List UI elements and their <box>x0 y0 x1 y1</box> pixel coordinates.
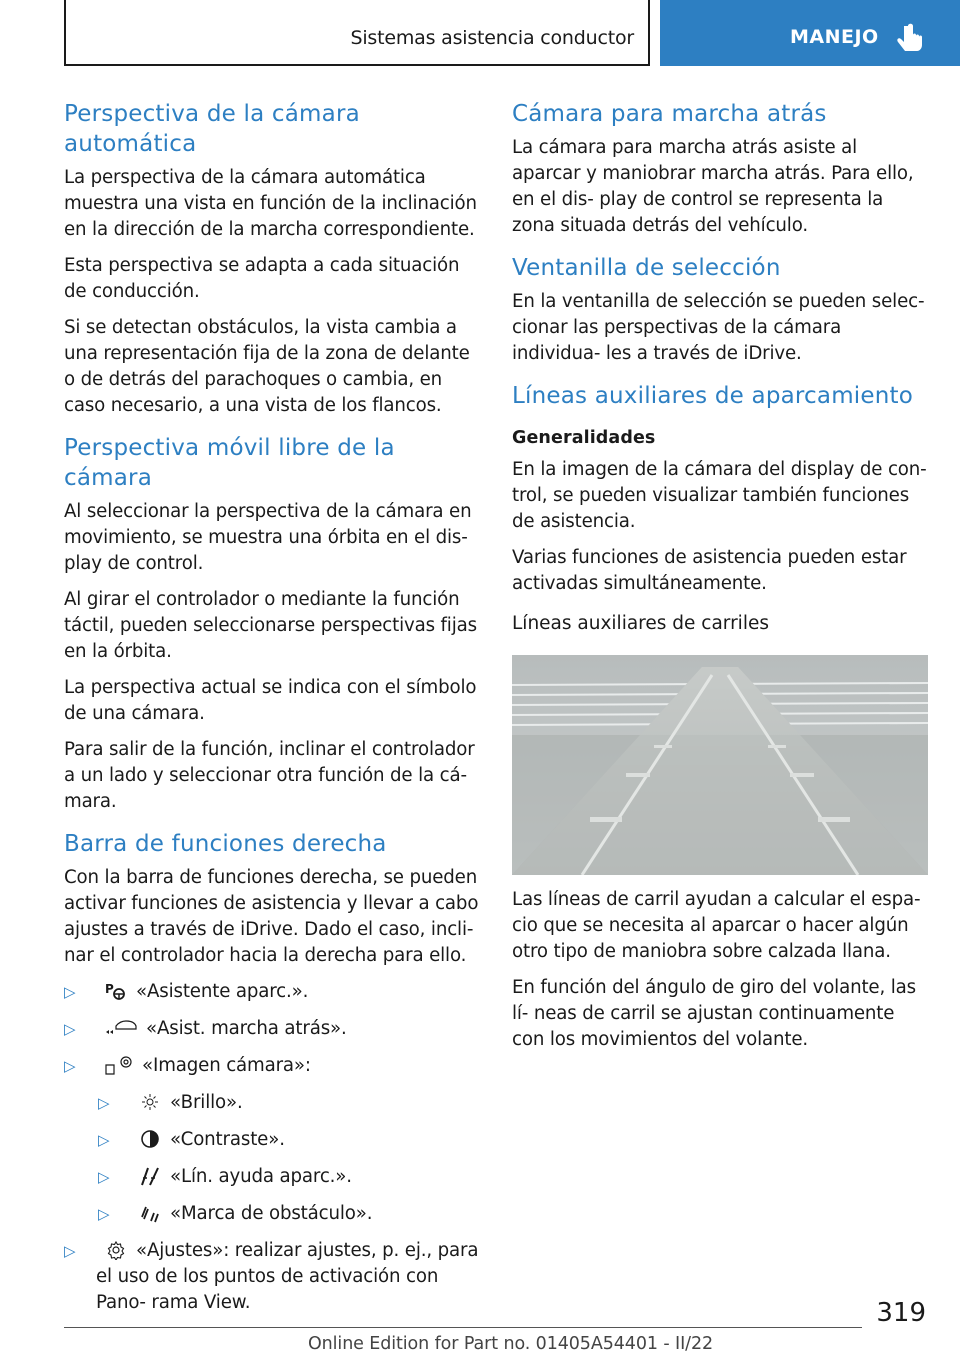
heading-automatic-camera-perspective: Perspectiva de la cámara automática <box>64 101 360 157</box>
paragraph: Al seleccionar la perspectiva de la cámara en movimiento, se muestra una órbita en el dis‐ play de control. <box>64 501 472 574</box>
bullet-icon: ▷ <box>64 1242 76 1260</box>
paragraph: Varias funciones de asistencia pueden estar activadas simultáneamente. <box>512 547 907 594</box>
paragraph: Al girar el controlador o mediante la función táctil, pueden seleccionarse perspectivas fijas en la órbita. <box>64 589 477 662</box>
footer-divider <box>64 1327 862 1328</box>
paragraph: En la ventanilla de selección se pueden selec‐ cionar las perspectivas de la cámara individua‐ les a través de iDrive. <box>512 291 925 364</box>
left-column <box>64 96 482 1327</box>
header-chapter-label: MANEJO <box>790 26 879 48</box>
header-chapter-tab <box>660 0 960 66</box>
subheading-lane-lines: Líneas auxiliares de carriles <box>512 613 769 634</box>
list-item-text: «Ajustes»: realizar ajustes, p. ej., para el uso de los puntos de activación con Pano‐ rama View. <box>96 1240 479 1313</box>
brightness-icon <box>138 1092 162 1112</box>
heading-free-moving-camera-perspective: Perspectiva móvil libre de la cámara <box>64 435 395 491</box>
list-item-text: «Marca de obstáculo». <box>170 1203 373 1224</box>
paragraph: Para salir de la función, inclinar el controlador a un lado y seleccionar otra función de la cá‐ mara. <box>64 739 475 812</box>
list-item-contrast <box>98 1127 482 1153</box>
list-item-text: «Contraste». <box>170 1129 285 1150</box>
footer-edition <box>308 1334 713 1354</box>
list-item-obstacle-marking <box>98 1201 482 1227</box>
bullet-icon: ▷ <box>64 1057 76 1075</box>
list-item-text: «Imagen cámara»: <box>142 1055 311 1076</box>
header-section-box <box>64 0 650 66</box>
bullet-icon: ▷ <box>98 1205 110 1223</box>
bullet-icon: ▷ <box>98 1094 110 1112</box>
paragraph: Con la barra de funciones derecha, se pueden activar funciones de asistencia y llevar a cabo ajustes a través de iDrive. Dado el caso, incli‐ nar el controlador hacia la derecha para ello. <box>64 867 479 966</box>
paragraph: Esta perspectiva se adapta a cada situación de conducción. <box>64 255 460 302</box>
hand-pointer-icon <box>896 22 924 56</box>
paragraph: La perspectiva de la cámara automática muestra una vista en función de la inclinación en la dirección de la marcha correspondiente. <box>64 167 477 240</box>
list-item-text: «Lín. ayuda aparc.». <box>170 1166 352 1187</box>
camera-image-icon <box>104 1055 134 1075</box>
bullet-icon: ▷ <box>98 1168 110 1186</box>
heading-rearview-camera: Cámara para marcha atrás <box>512 101 827 127</box>
footer-edition-text: Online Edition for Part no. 01405A54401 - II/22 <box>308 1334 714 1354</box>
paragraph: Si se detectan obstáculos, la vista cambia a una representación fija de la zona de delante o de detrás del parachoques o cambia, en caso necesario, a una vista de los flancos. <box>64 317 470 416</box>
paragraph: Las líneas de carril ayudan a calcular el espa‐ cio que se necesita al aparcar o hacer algún otro tipo de maniobra sobre calzada llana. <box>512 889 921 962</box>
list-item-settings <box>64 1238 482 1316</box>
heading-right-function-bar: Barra de funciones derecha <box>64 831 387 857</box>
page-number: 319 <box>876 1298 926 1328</box>
right-column <box>512 96 930 1063</box>
heading-selection-window: Ventanilla de selección <box>512 255 781 281</box>
heading-parking-guide-lines: Líneas auxiliares de aparcamiento <box>512 383 914 409</box>
list-item-text: «Asist. marcha atrás». <box>146 1018 347 1039</box>
list-item-brightness <box>98 1090 482 1116</box>
parking-assistant-icon <box>104 981 128 1001</box>
contrast-icon <box>138 1129 162 1149</box>
list-item-reverse-assistant <box>64 1016 482 1042</box>
header-section-title: Sistemas asistencia conductor <box>350 27 634 49</box>
paragraph: En función del ángulo de giro del volante, las lí‐ neas de carril se ajustan continuamente con los movimientos del volante. <box>512 977 916 1050</box>
list-item-parking-assistant <box>64 979 482 1005</box>
reverse-assistant-icon <box>104 1018 138 1038</box>
list-item-text: «Brillo». <box>170 1092 243 1113</box>
subheading-general: Generalidades <box>512 428 656 448</box>
paragraph: La cámara para marcha atrás asiste al aparcar y maniobrar marcha atrás. Para ello, en el dis‐ play de control se representa la zona situada detrás del vehículo. <box>512 137 914 236</box>
list-item-camera-image <box>64 1053 482 1079</box>
list-item-parking-lines <box>98 1164 482 1190</box>
paragraph: En la imagen de la cámara del display de con‐ trol, se pueden visualizar también funciones de asistencia. <box>512 459 927 532</box>
paragraph: La perspectiva actual se indica con el símbolo de una cámara. <box>64 677 477 724</box>
parking-lines-icon <box>138 1166 162 1186</box>
bullet-icon: ▷ <box>98 1131 110 1149</box>
svg-text:P: P <box>105 982 114 996</box>
lane-lines-camera-image <box>512 655 928 875</box>
list-item-text: «Asistente aparc.». <box>136 981 309 1002</box>
settings-gear-icon <box>104 1240 128 1260</box>
bullet-icon: ▷ <box>64 1020 76 1038</box>
bullet-icon: ▷ <box>64 983 76 1001</box>
obstacle-marking-icon <box>138 1203 162 1223</box>
